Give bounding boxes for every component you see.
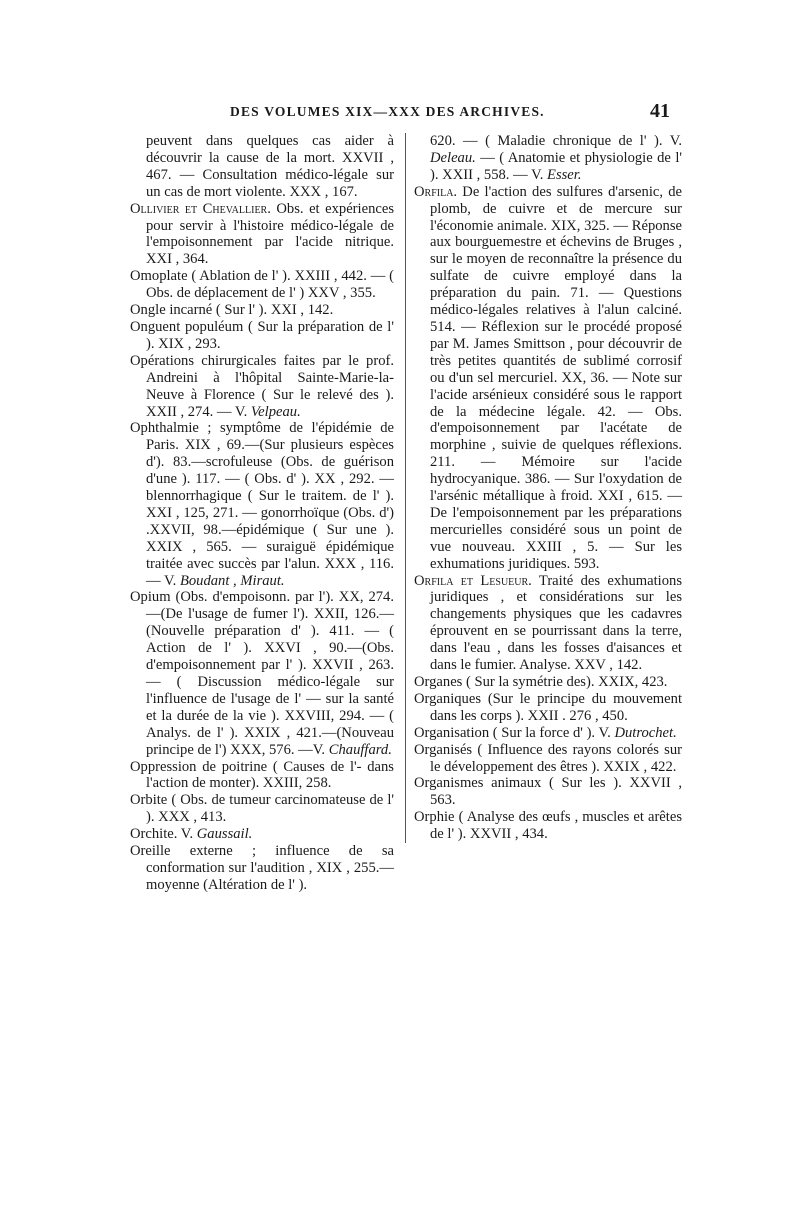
entry-text: Obs. et expériences pour servir à l'histoire médico-légale de l'empoisonnement par l'acide nitrique. XXI , 364. — [146, 200, 395, 268]
entry-text: Organes ( Sur la symétrie des). XXIX, 423. — [414, 674, 668, 690]
entry-reference: Gaussail. — [196, 826, 253, 843]
entry-text: Ongle incarné ( Sur l' ). XXI , 142. — [130, 302, 334, 319]
entry-reference: Boudant , Miraut. — [179, 572, 285, 589]
entry-text: Traité des exhumations juridiques , et considérations sur les changements physiques que les cadavres éprouvent en se pourrissant dans la terre, dans l'eau , dans les fosses d'aisances et dans le fumier. Analyse. XXV , 142. — [430, 572, 682, 674]
running-header — [130, 100, 670, 126]
entry-text: Onguent populéum ( Sur la préparation de l' ). XIX , 293. — [130, 318, 394, 352]
index-entry — [414, 742, 682, 776]
entry-text: Oreille externe ; influence de sa conformation sur l'audition , XIX , 255.—moyenne (Altération de l' ). — [130, 843, 394, 893]
entry-text: peuvent dans quelques cas aider à découvrir la cause de la mort. XXVII , 467. — Consultation médico-légale sur un cas de mort violente. XXX , 167. — [146, 133, 394, 200]
index-entry — [130, 759, 394, 793]
entry-text: Oppression de poitrine ( Causes de l'- dans l'action de monter). XXIII, 258. — [130, 758, 394, 792]
entry-reference: Chauffard. — [328, 741, 392, 758]
index-entry — [414, 674, 682, 691]
index-entry — [414, 809, 682, 843]
page-number: 41 — [650, 100, 670, 122]
entry-text: Opium (Obs. d'empoisonn. par l'). XX, 274.—(De l'usage de fumer l'). XXII, 126.—(Nouvelle préparation d' ). 411. — ( Action de l' ). XXVI , 90.—(Obs. d'empoisonnement par l' ). XXVII , 263. — ( Discussion médico-légale sur l'influence de l'usage de l' — sur la santé et la durée de la vie ). XXVIII, 294. — ( Analys. de l' ). XXIX , 421.—(Nouveau principe de l') XXX, 576. —V. — [130, 589, 394, 758]
index-entry — [130, 826, 394, 843]
entry-reference: Esser. — [547, 166, 582, 183]
index-entry — [414, 184, 682, 573]
running-title: DES VOLUMES XIX—XXX DES ARCHIVES. — [230, 104, 545, 119]
index-entry — [130, 302, 394, 319]
entry-text: Organismes animaux ( Sur les ). XXVII , 563. — [414, 775, 682, 809]
index-entry — [130, 319, 394, 353]
index-entry — [414, 691, 682, 725]
entry-author: Orfila. — [414, 183, 458, 200]
entry-text: Organiques (Sur le principe du mouvement dans les corps ). XXII . 276 , 450. — [414, 690, 682, 724]
entry-text: Orphie ( Analyse des œufs , muscles et arêtes de l' ). XXVII , 434. — [414, 809, 682, 843]
index-entry — [130, 420, 394, 589]
index-entry — [130, 792, 394, 826]
left-column — [130, 133, 394, 894]
entry-text: Orchite. V. — [130, 826, 194, 843]
entry-text: Organisation ( Sur la force d' ). V. — [414, 724, 611, 741]
index-entry — [130, 843, 394, 894]
entry-text: Ophthalmie ; symptôme de l'épidémie de Paris. XIX , 69.—(Sur plusieurs espèces d'). 83.—scrofuleuse (Obs. de guérison d'une ). 117. — ( Obs. d' ). XX , 292. — blennorrhagique ( Sur le traitem. de l' ). XXI , 125, 271. — gonorrhoïque (Obs. d') .XXVII, 98.—épidémique ( Sur une ). XXIX , 565. — suraiguë épidémique traitée avec succès par l'alun. XXX , 116. — V. — [130, 420, 394, 589]
entry-text: Opérations chirurgicales faites par le prof. Andreini à l'hôpital Sainte-Marie-la-Neuve à Florence ( Sur le relevé des ). XXII , 274. — V. — [130, 352, 394, 420]
entry-text: De l'action des sulfures d'arsenic, de plomb, de cuivre et de mercure sur l'économie animale. XIX, 325. — Réponse aux bourguemestre et échevins de Bruges , sur le moyen de reconnaître la présence du sulfate de cuivre employé dans la préparation du pain. 71. — Questions médico-légales relatives à l'alun calciné. 514. — Réflexion sur le procédé proposé par M. James Smittson , pour découvrir de très petites quantités de sublimé corrosif ou d'un sel mercuriel. XX, 36. — Note sur l'acide arsénieux considéré sous le rapport de la médecine légale. 42. — Obs. d'empoisonnement par l'acétate de morphine , suivie de quelques réflexions. 211. — Mémoire sur l'acide hydrocyanique. 386. — Sur l'oxydation de l'arsénic métallique à froid. XXI , 615. — De l'empoisonnement par les préparations mercurielles considéré sous un point de vue nouveau. XXIII , 5. — Sur les exhumations juridiques. 593. — [430, 183, 682, 572]
entry-text: Omoplate ( Ablation de l' ). XXIII , 442. — ( Obs. de déplacement de l' ) XXV , 355. — [130, 268, 394, 302]
index-entry — [414, 133, 682, 184]
index-entry — [414, 573, 682, 674]
entry-text: Orbite ( Obs. de tumeur carcinomateuse de l' ). XXX , 413. — [130, 792, 394, 826]
index-entry — [130, 133, 394, 201]
index-entry — [130, 201, 394, 269]
index-entry — [414, 775, 682, 809]
index-entry — [130, 353, 394, 421]
index-entry — [130, 268, 394, 302]
entry-author: Orfila et Lesueur. — [414, 572, 532, 589]
entry-reference: Deleau. — [430, 149, 476, 166]
entry-text: 620. — ( Maladie chronique de l' ). V. — [430, 133, 682, 149]
entry-text: Organisés ( Influence des rayons colorés sur le développement des êtres ). XXIX , 422. — [414, 741, 682, 775]
index-entry — [130, 589, 394, 758]
entry-author: Ollivier et Chevallier. — [130, 200, 271, 217]
entry-reference: Dutrochet. — [614, 724, 677, 741]
right-column — [405, 133, 682, 843]
index-entry — [414, 725, 682, 742]
entry-reference: Velpeau. — [250, 403, 301, 420]
entry-text: — ( Anatomie et physiologie de l' ). XXII , 558. — V. — [430, 149, 682, 183]
